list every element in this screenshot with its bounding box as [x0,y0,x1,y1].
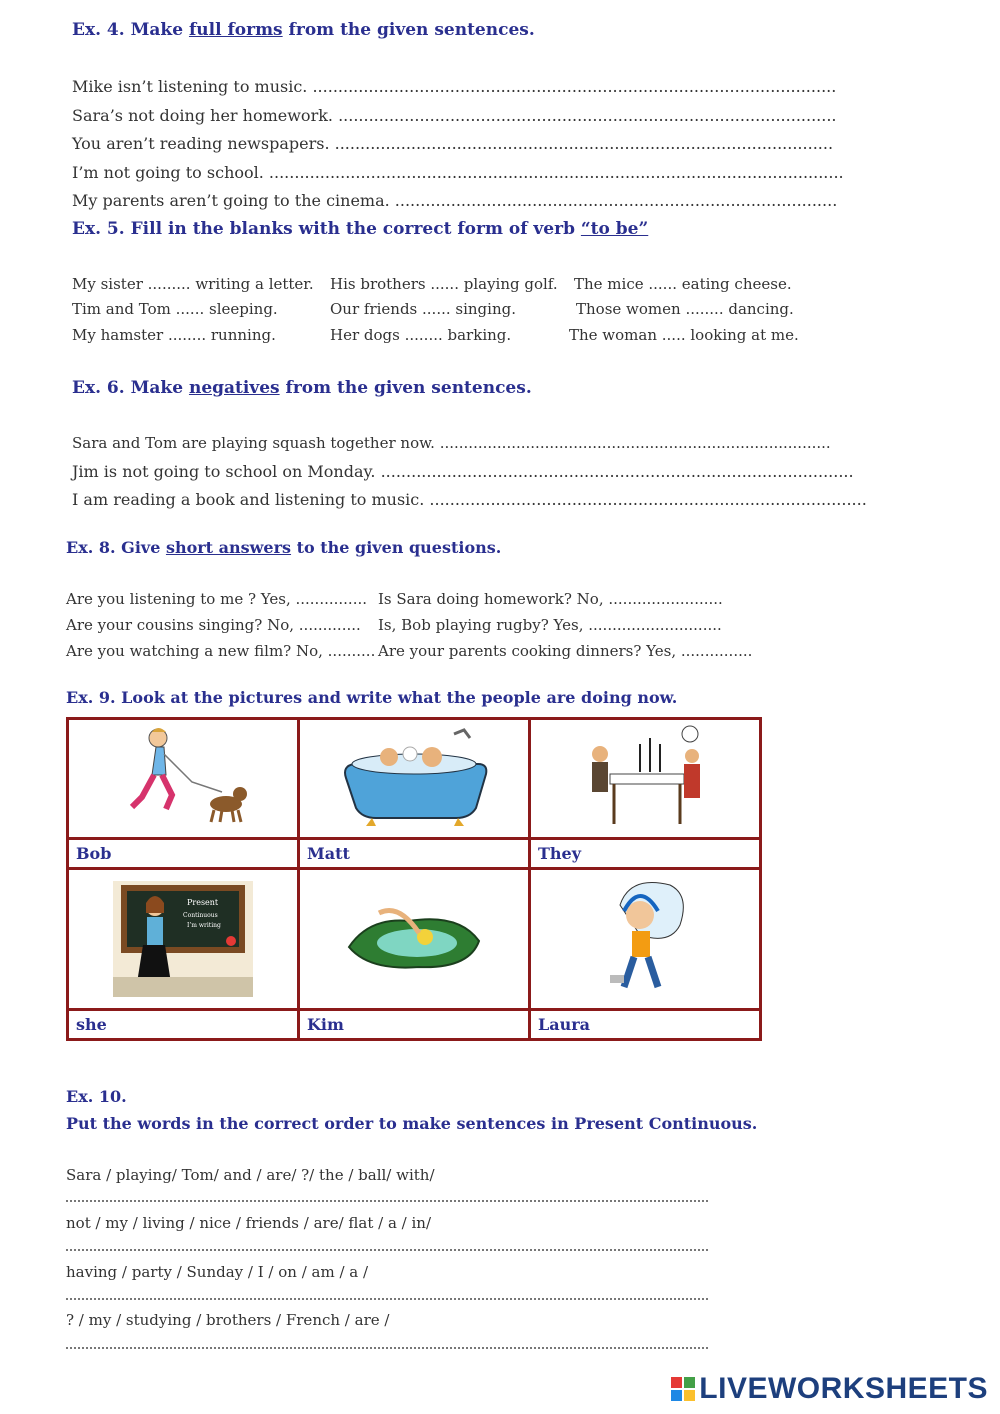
ex8-heading-underlined: short answers [165,538,292,557]
ex8-question[interactable]: Are you listening to me ? Yes, ............... [66,590,368,608]
ex5-heading-underlined: “to be” [580,219,649,239]
ex6-line-3[interactable]: I am reading a book and listening to music. ...................................................................................... [72,490,867,509]
bathtub-illustration [334,724,494,829]
picture-cell [68,719,299,839]
name-cell-kim[interactable]: Kim [299,1010,530,1040]
picture-cell [530,719,761,839]
ex5-item[interactable]: Tim and Tom ...... sleeping. [72,300,278,318]
ex5-heading [72,219,648,239]
name-cell-laura[interactable]: Laura [530,1010,761,1040]
name-cell-she[interactable]: she [68,1010,299,1040]
ex5-item[interactable]: Those women ........ dancing. [576,300,794,318]
ex8-question[interactable]: Are your parents cooking dinners? Yes, ............... [378,642,753,660]
swimming-illustration [339,887,489,987]
ex6-line-1[interactable]: Sara and Tom are playing squash together now. .................................................................................. [72,434,831,452]
name-cell-bob[interactable]: Bob [68,839,299,869]
ex8-question[interactable]: Are your cousins singing? No, ............. [66,616,361,634]
dinner-illustration [580,724,710,829]
ex5-item[interactable]: Her dogs ........ barking. [330,326,512,344]
liveworksheets-logo-icon [671,1377,695,1401]
ex4-heading-underlined: full forms [188,20,283,40]
ex5-heading-pre: Ex. 5. Fill in the blanks with the correct form of verb [72,219,581,239]
ex4-heading [72,20,535,40]
name-cell-matt[interactable]: Matt [299,839,530,869]
liveworksheets-logo [671,1372,988,1406]
ex10-heading-number: Ex. 10. [66,1087,127,1106]
ex10-item-4: ? / my / studying / brothers / French / are / [66,1311,390,1329]
ex8-question[interactable]: Is, Bob playing rugby? Yes, ............................ [378,616,722,634]
board-text-2: Continuous [183,912,218,919]
ex4-line-4[interactable]: I’m not going to school. ................................................................................................................. [72,163,844,182]
name-cell-they[interactable]: They [530,839,761,869]
ex10-item-2: not / my / living / nice / friends / are/ flat / a / in/ [66,1214,432,1232]
picture-cell [530,869,761,1010]
ex8-question[interactable]: Are you watching a new film? No, .......... [66,642,376,660]
picture-cell [68,869,299,1010]
board-text-1: Present [187,898,219,907]
ex5-item[interactable]: His brothers ...... playing golf. [330,275,558,293]
teacher-illustration [113,877,253,997]
ex9-heading: Ex. 9. Look at the pictures and write what the people are doing now. [66,688,678,707]
ex5-item[interactable]: My sister ......... writing a letter. [72,275,314,293]
ex5-item[interactable]: Our friends ...... singing. [330,300,516,318]
ex6-line-2[interactable]: Jim is not going to school on Monday. ............................................................................................. [72,462,854,481]
picture-cell [299,869,530,1010]
ex8-heading [66,538,501,557]
ex4-heading-pre: Ex. 4. Make [72,20,189,40]
ex6-heading [72,378,532,398]
ex8-heading-pre: Ex. 8. Give [66,538,166,557]
picture-table [66,717,762,1041]
ex10-item-1: Sara / playing/ Tom/ and / are/ ?/ the / ball/ with/ [66,1166,435,1184]
ex10-answer-line-1[interactable] [66,1200,708,1202]
ex4-line-2[interactable]: Sara’s not doing her homework. .................................................................................................. [72,106,837,125]
ex5-item[interactable]: The woman ..... looking at me. [569,326,799,344]
brand-text: LIVEWORKSHEETS [699,1372,988,1405]
ex10-answer-line-3[interactable] [66,1298,708,1300]
ex10-answer-line-2[interactable] [66,1249,708,1251]
ex6-heading-underlined: negatives [188,378,280,398]
ex10-item-3: having / party / Sunday / I / on / am / a / [66,1263,369,1281]
ex5-item[interactable]: My hamster ........ running. [72,326,276,344]
ex4-line-1[interactable]: Mike isn’t listening to music. ....................................................................................................... [72,77,837,96]
ex4-heading-post: from the given sentences. [282,20,535,40]
picture-cell [299,719,530,839]
ex10-heading-instructions: Put the words in the correct order to make sentences in Present Continuous. [66,1114,758,1133]
ex8-heading-post: to the given questions. [291,538,502,557]
ex6-heading-pre: Ex. 6. Make [72,378,189,398]
ex4-line-3[interactable]: You aren’t reading newspapers. .................................................................................................. [72,134,834,153]
board-text-3: I’m writing [187,922,221,929]
ex10-answer-line-4[interactable] [66,1347,708,1349]
walking-dog-illustration [118,724,248,829]
ex6-heading-post: from the given sentences. [279,378,532,398]
ex8-question[interactable]: Is Sara doing homework? No, ........................ [378,590,723,608]
ex4-line-5[interactable]: My parents aren’t going to the cinema. ....................................................................................... [72,191,838,210]
ex5-item[interactable]: The mice ...... eating cheese. [574,275,792,293]
laura-music-illustration [590,875,700,1000]
